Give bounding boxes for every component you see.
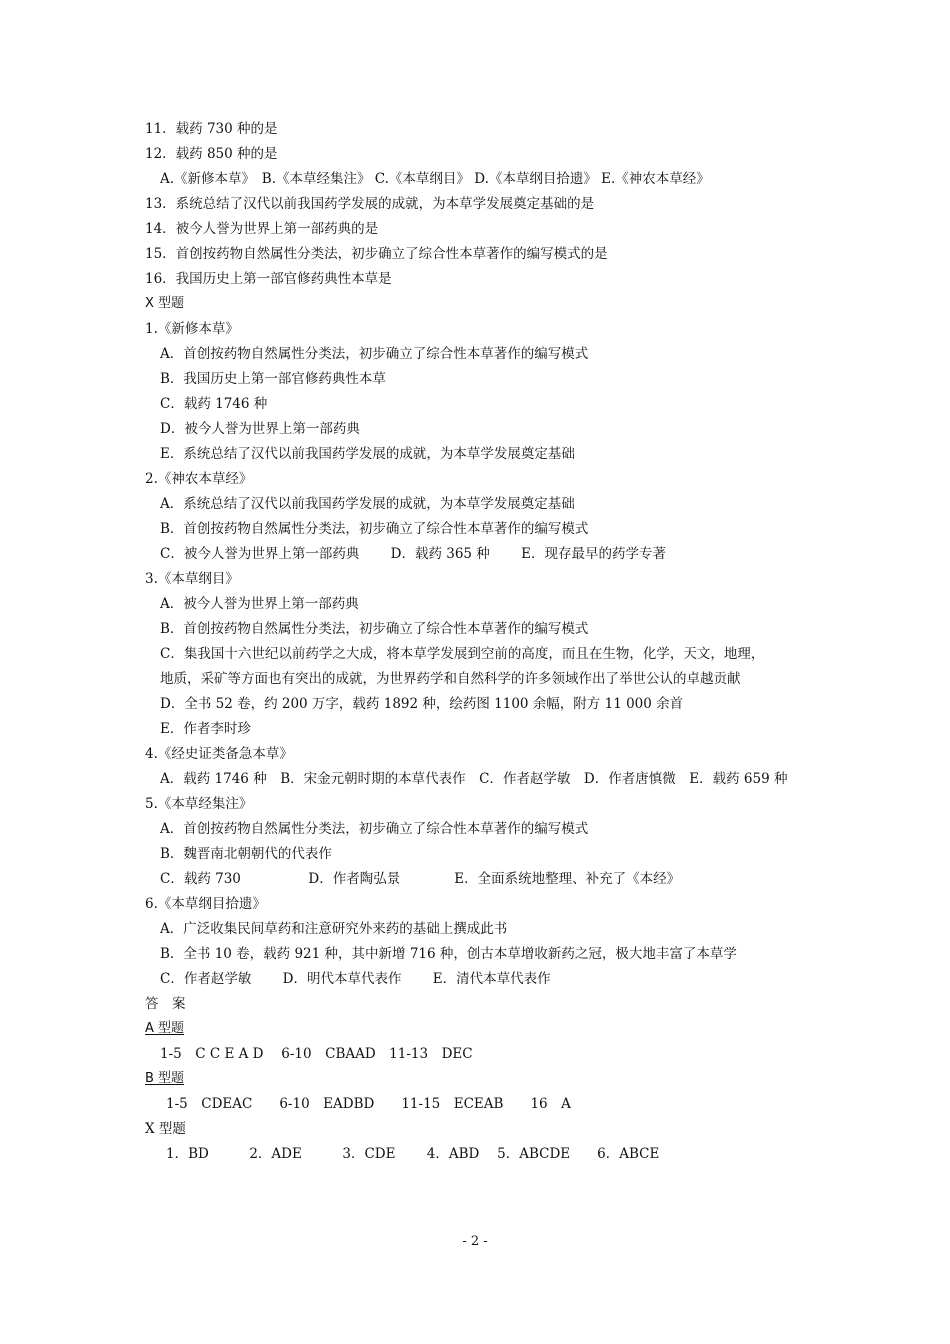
- x-question-6: 6.《本草纲目拾遗》: [145, 896, 266, 912]
- options-11-16: A.《新修本草》 B.《本草经集注》 C.《本草纲目》 D.《本草纲目拾遗》 E.《神农本草经》: [160, 171, 710, 187]
- answers-x-heading: X 型题: [145, 1121, 186, 1137]
- question-12: 12．载药 850 种的是: [145, 146, 278, 162]
- x-option: C．作者赵学敏 D．明代本草代表作 E．清代本草代表作: [160, 971, 551, 987]
- x-question-3: 3.《本草纲目》: [145, 571, 239, 587]
- x-option: C．载药 1746 种: [160, 396, 268, 412]
- x-option: C．集我国十六世纪以前药学之大成，将本草学发展到空前的高度，而且在生物，化学，天文，地理，: [160, 646, 765, 662]
- section-heading-x: X 型题: [145, 296, 185, 311]
- question-16: 16．我国历史上第一部官修药典性本草是: [145, 271, 392, 287]
- x-question-2: 2.《神农本草经》: [145, 471, 253, 487]
- x-option: B．首创按药物自然属性分类法，初步确立了综合性本草著作的编写模式: [160, 521, 589, 537]
- answers-heading: 答 案: [145, 996, 186, 1012]
- answers-a: 1-5 C C E A D 6-10 CBAAD 11-13 DEC: [160, 1046, 473, 1062]
- x-option: D．全书 52 卷，约 200 万字，载药 1892 种，绘药图 1100 余幅，附方 11 000 余首: [160, 696, 684, 712]
- answers-b-heading: B 型题: [145, 1071, 185, 1086]
- x-option: B．魏晋南北朝朝代的代表作: [160, 846, 332, 862]
- x-question-4: 4.《经史证类备急本草》: [145, 746, 293, 762]
- x-option: E．作者李时珍: [160, 721, 251, 737]
- x-option: A．广泛收集民间草药和注意研究外来药的基础上撰成此书: [160, 921, 508, 937]
- x-option: B．全书 10 卷，载药 921 种，其中新增 716 种，创古本草增收新药之冠，极大地丰富了本草学: [160, 946, 737, 962]
- answers-x: 1．BD 2．ADE 3．CDE 4．ABD 5．ABCDE 6．ABCE: [166, 1146, 660, 1162]
- answers-b: 1-5 CDEAC 6-10 EADBD 11-15 ECEAB 16 A: [166, 1096, 571, 1112]
- question-13: 13．系统总结了汉代以前我国药学发展的成就，为本草学发展奠定基础的是: [145, 196, 595, 212]
- x-question-1: 1.《新修本草》: [145, 321, 239, 337]
- x-option: A．首创按药物自然属性分类法，初步确立了综合性本草著作的编写模式: [160, 346, 589, 362]
- x-option: A．载药 1746 种 B．宋金元朝时期的本草代表作 C．作者赵学敏 D．作者唐慎微 E．载药 659 种: [160, 771, 788, 787]
- x-option: C．载药 730 D．作者陶弘景 E．全面系统地整理、补充了《本经》: [160, 871, 681, 887]
- x-option: E．系统总结了汉代以前我国药学发展的成就，为本草学发展奠定基础: [160, 446, 575, 462]
- x-option-continued: 地质，采矿等方面也有突出的成就，为世界药学和自然科学的许多领域作出了举世公认的卓越贡献: [160, 671, 741, 687]
- question-14: 14．被今人誉为世界上第一部药典的是: [145, 221, 379, 237]
- x-question-5: 5.《本草经集注》: [145, 796, 253, 812]
- x-option: C．被今人誉为世界上第一部药典 D．载药 365 种 E．现存最早的药学专著: [160, 546, 666, 562]
- x-option: B．我国历史上第一部官修药典性本草: [160, 371, 386, 387]
- x-option: A．首创按药物自然属性分类法，初步确立了综合性本草著作的编写模式: [160, 821, 589, 837]
- question-11: 11．载药 730 种的是: [145, 121, 278, 137]
- x-option: D．被今人誉为世界上第一部药典: [160, 421, 360, 437]
- answers-a-heading: A 型题: [145, 1021, 185, 1036]
- x-option: B．首创按药物自然属性分类法，初步确立了综合性本草著作的编写模式: [160, 621, 589, 637]
- x-option: A．被今人誉为世界上第一部药典: [160, 596, 359, 612]
- page-number: - 2 -: [462, 1234, 488, 1249]
- x-option: A．系统总结了汉代以前我国药学发展的成就，为本草学发展奠定基础: [160, 496, 575, 512]
- question-15: 15．首创按药物自然属性分类法，初步确立了综合性本草著作的编写模式的是: [145, 246, 608, 262]
